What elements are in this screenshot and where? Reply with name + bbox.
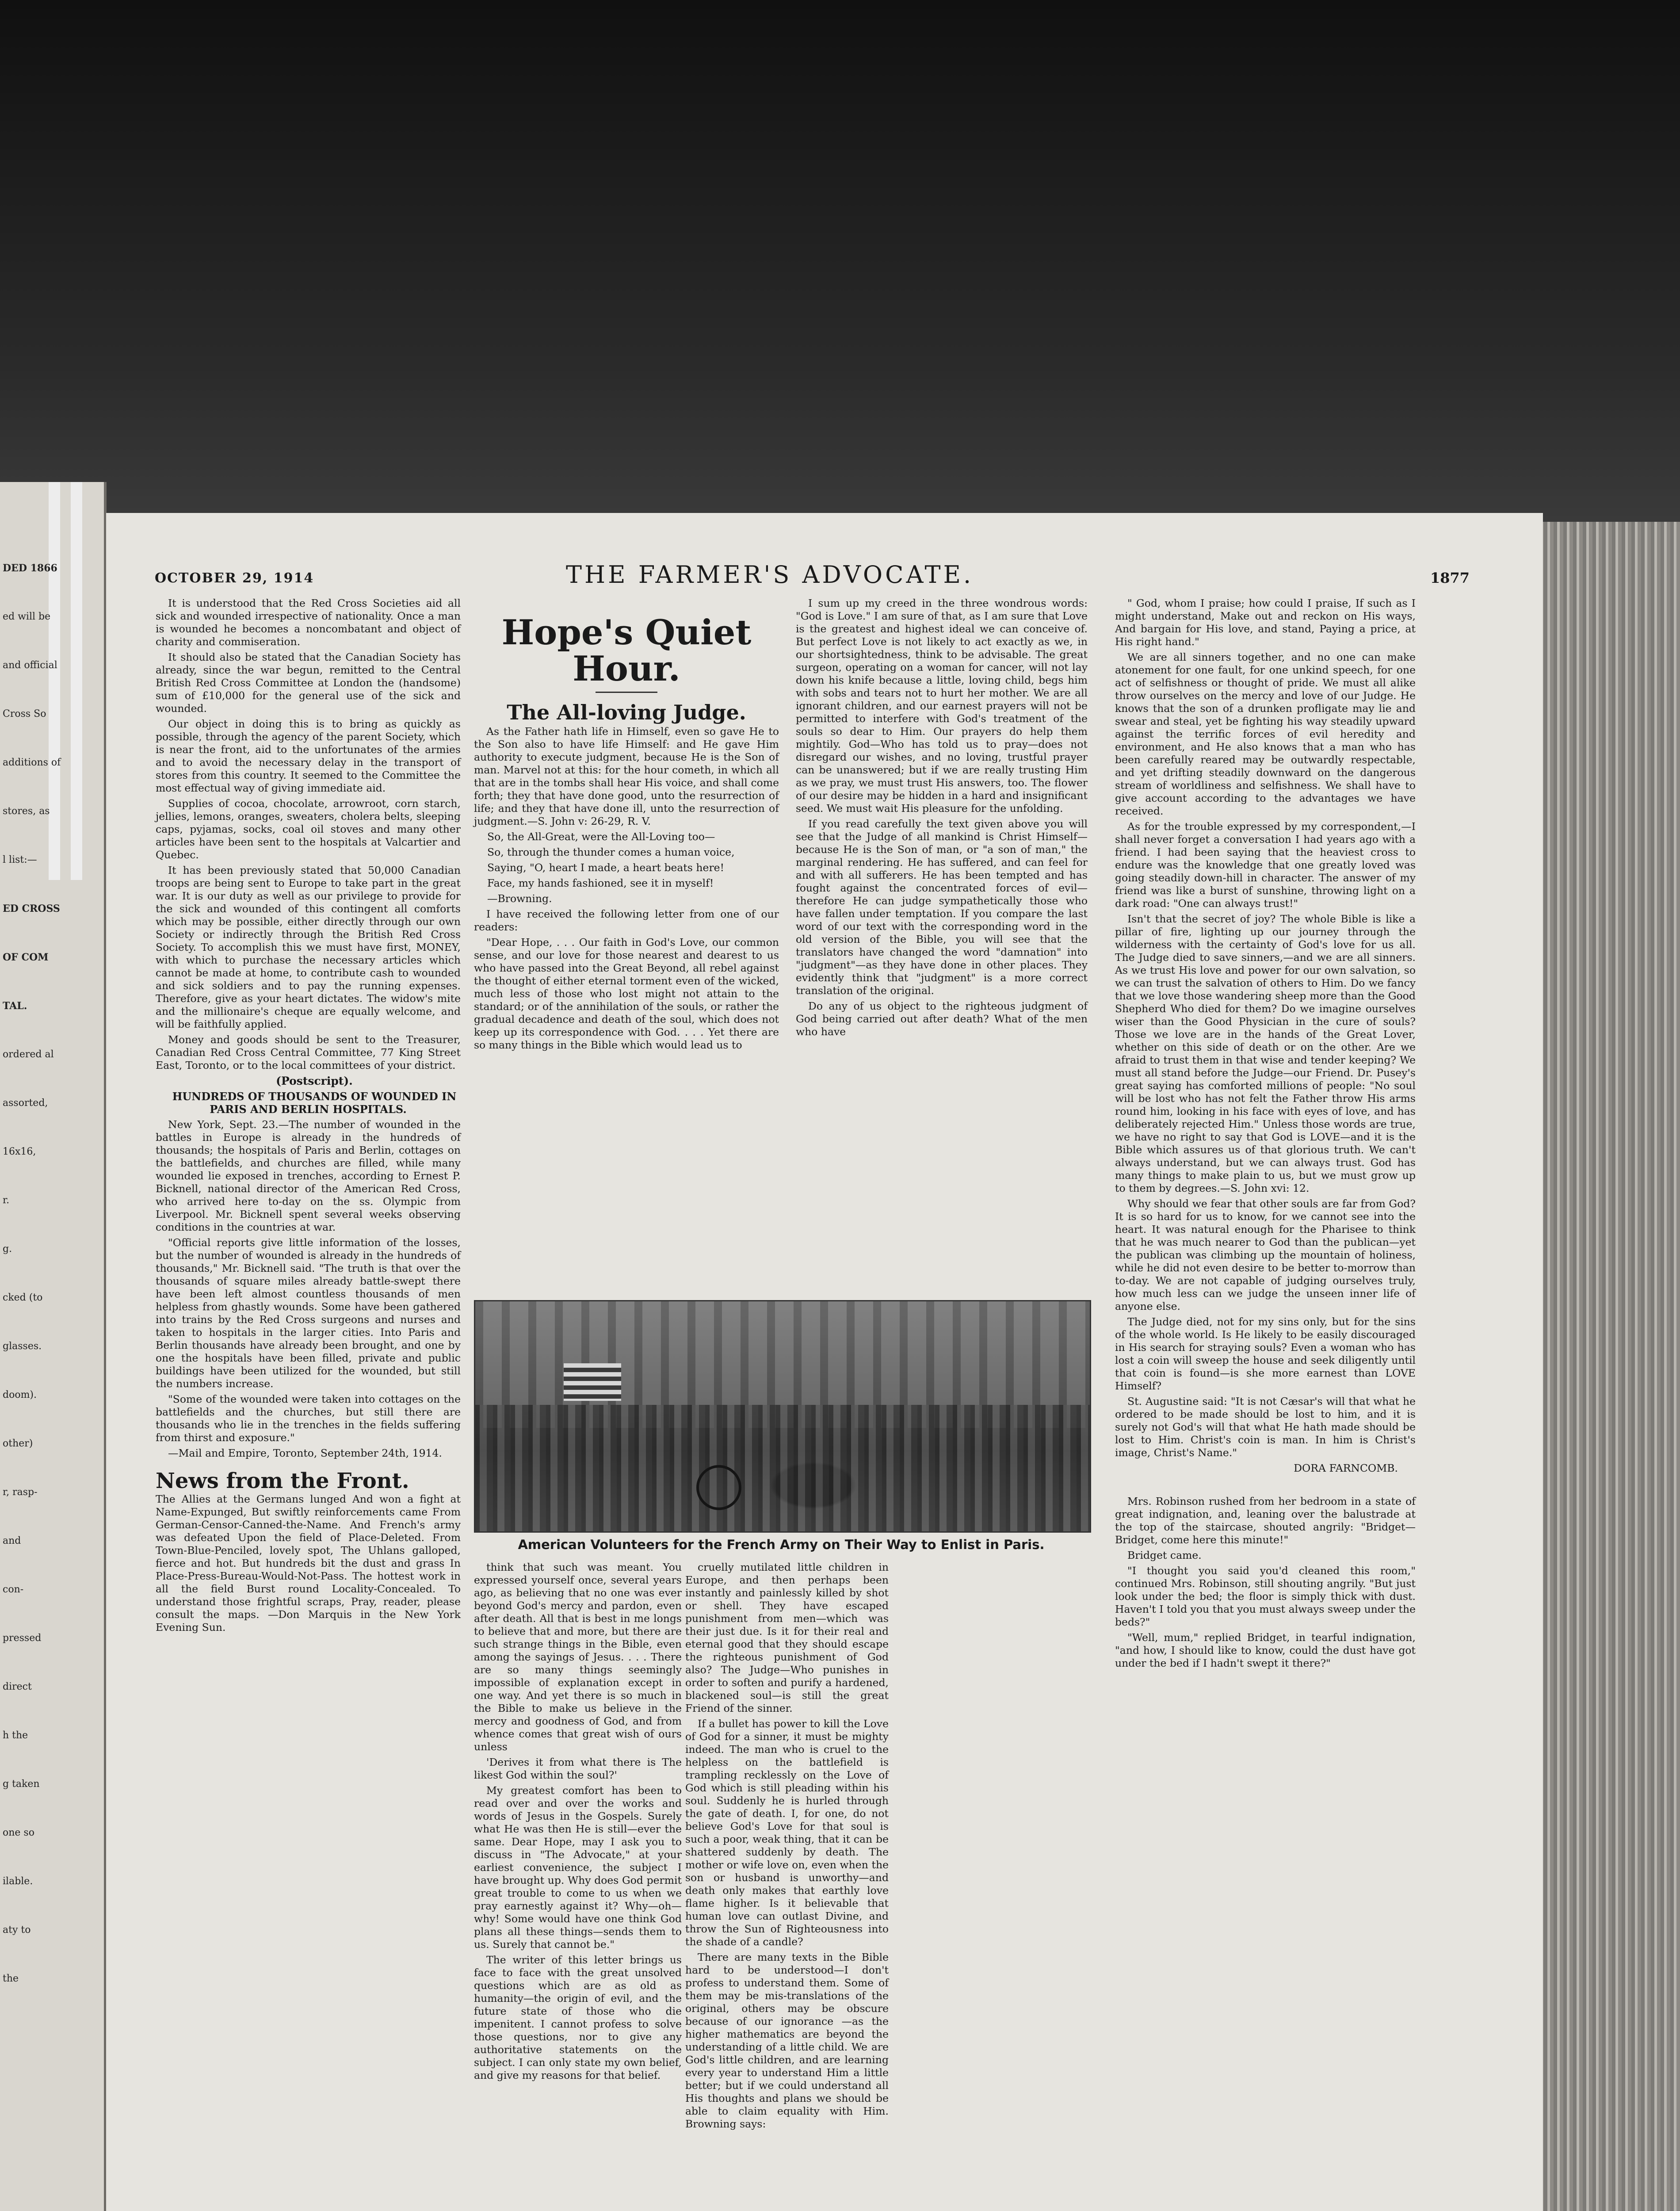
news-poem: The Allies at the Germans lunged And won a fight at Name-Expunged, But swiftly reinforcements came From German-Censor-Canned-the-Name. And French's army was defeated Upon the field of Place-Deleted. From Town-Blue-Penciled, lovely spot, The Uhlans galloped, fierce and hot. But hundreds bit the dust and grass In Place-Press-Bureau-Would-Not-Pass. The hottest work in all the field Burst round Locality-Concealed. To understand those frightful scraps, Pray, reader, please consult the maps. —Don Marquis in the New York Evening Sun.	[156, 1493, 461, 1633]
title-rule	[596, 692, 657, 693]
paragraph: "Some of the wounded were taken into cottages on the battlefields and the churches, but still there are thousands who lie in the trenches in the fields suffering from thirst and exposure."	[156, 1393, 461, 1444]
paragraph: —Mail and Empire, Toronto, September 24th, 1914.	[168, 1447, 442, 1459]
verse-line: Face, my hands fashioned, see it in myself!	[487, 877, 714, 889]
paragraph: It should also be stated that the Canadian Society has already, since the war begun, remitted to the Central British Red Cross Committee at London the (handsome) sum of £10,000 for the general use of the sick and wounded.	[156, 651, 461, 715]
paragraph: We are all sinners together, and no one can make atonement for one fault, for one unkind speech, for one act of selfishness or thought of pride. We must all alike throw ourselves on the mercy and love of our Judge. He knows that the son of a drunken profligate may lie and swear and steal, yet be fighting his way steadily upward against the terrific forces of evil heredity and environment, and He also knows that a man who has been carefully reared may be outwardly respectable, and yet drifting steadily downward on the dangerous stream of worldliness and selfishness. We shall have to give account according to the advantages we have received.	[1115, 651, 1416, 817]
paragraph: cruelly mutilated little children in Europe, and then perhaps been instantly and painlessly killed by shot or shell. They have escaped punishment from men—which was their just due. Is it for their real and eternal good that they should escape the righteous punishment of God also? The Judge—Who punishes in order to soften and purify a hardened, blackened soul—is still the great Friend of the sinner.	[685, 1561, 889, 1714]
left-page-fragment-text: one so	[3, 1827, 34, 1838]
left-page-fragment-text: Cross So	[3, 708, 46, 719]
paragraph: " God, whom I praise; how could I praise, If such as I might understand, Make out and reckon on His ways, And bargain for His love, and stand, Paying a price, at His right hand."	[1115, 597, 1416, 648]
paragraph: Why should we fear that other souls are far from God? It is so hard for us to know, for we cannot see into the heart. It was natural enough for the Pharisee to think that he was much nearer to God than the publican—yet the publican was climbing up the mountain of holiness, while he did not even desire to be better to-morrow than to-day. We are not capable of judging ourselves truly, how much less can we judge the unseen inner life of anyone else.	[1115, 1197, 1416, 1312]
left-page-fragment-text: and	[3, 1535, 21, 1546]
flag-icon	[564, 1363, 621, 1401]
paragraph: Money and goods should be sent to the Treasurer, Canadian Red Cross Central Committee, 77 King Street East, Toronto, or to the local committees of your district.	[156, 1033, 461, 1071]
scripture-intro: As the Father hath life in Himself, even so gave He to the Son also to have life Himself: and He gave Him authority to execute judgment, because He is the Son of man. Marvel not at this: for the hour cometh, in which all that are in the tombs shall hear His voice, and shall come forth; they that have done good, unto the resurrection of life; and they that have done ill, unto the resurrection of judgment.—S. John v: 26-29, R. V.	[474, 725, 779, 827]
left-page-fragment-text: pressed	[3, 1633, 42, 1644]
scan-background	[0, 0, 1680, 522]
judge-article-continued	[1115, 597, 1416, 1459]
left-page-fragment-text: aty to	[3, 1924, 31, 1936]
column-1	[156, 597, 461, 1637]
left-page-fragment-text: the	[3, 1973, 19, 1984]
bridget-story	[1115, 1495, 1416, 1670]
left-page-fragment-text: DED 1866	[3, 562, 57, 574]
verse-line: So, through the thunder comes a human voice,	[487, 846, 735, 858]
paragraph: Do any of us object to the righteous judgment of God being carried out after death? What of the men who have	[796, 1000, 1088, 1038]
paragraph: If a bullet has power to kill the Love of God for a sinner, it must be mighty indeed. The man who is cruel to the helpless on the battlefield is trampling recklessly on the Love of God which is still pleading within his soul. Suddenly he is hurled through the gate of death. I, for one, do not believe God's Love for that soul is such a poor, weak thing, that it can be shattered suddenly by death. The mother or wife love on, even when the son or husband is unworthy—and death only makes that earthly love flame higher. Is it believable that human love can outlast Divine, and throw the Sun of Righteousness into the shade of a candle?	[685, 1718, 889, 1948]
left-page-fragment	[0, 482, 107, 2211]
letter-intro: I have received the following letter from one of our readers:	[474, 908, 779, 933]
paragraph: It is understood that the Red Cross Societies aid all sick and wounded irrespective of nationality. Once a man is wounded he becomes a noncombatant and object of charity and commiseration.	[156, 597, 461, 648]
left-page-fragment-text: cked (to	[3, 1292, 43, 1303]
left-page-fragment-text: 16x16,	[3, 1146, 36, 1157]
left-page-fragment-text: r, rasp-	[3, 1487, 38, 1498]
paragraph: I sum up my creed in the three wondrous words: "God is Love." I am sure of that, as I am sure that Love is the greatest and highest ideal we can conceive of. But perfect Love is not likely to act exactly as we, in our shortsightedness, think to be advisable. The great surgeon, operating on a woman for cancer, will not lay down his knife because a little, loving child, begs him with sobs and tears not to hurt her mother. We are all ignorant children, and our earnest prayers will not be permitted to interfere with God's treatment of the souls so dear to Him. Our prayers do help them mightily. God—Who has told us to pray—does not disregard our wishes, and no loving, trustful prayer can be unanswered; but if we are really trusting Him as we pray, we must trust His answers, too. The flower of our desire may be hidden in a hard and insignificant seed. We must wait His pleasure for the unfolding.	[796, 597, 1088, 815]
left-page-fragment-text: other)	[3, 1438, 33, 1449]
section-title: Hope's Quiet Hour.	[501, 612, 752, 689]
paragraph: Supplies of cocoa, chocolate, arrowroot, corn starch, jellies, lemons, oranges, sweaters, cholera belts, sleeping caps, pyjamas, socks, coal oil stoves and many other articles have been sent to the hospitals at Valcartier and Quebec.	[156, 797, 461, 861]
verse-line: Saying, "O, heart I made, a heart beats here!	[487, 861, 725, 874]
left-page-fragment-text: r.	[3, 1195, 10, 1206]
left-page-fragment-text: g taken	[3, 1779, 40, 1790]
newspaper-page	[106, 513, 1543, 2211]
postscript-headline: HUNDREDS OF THOUSANDS OF WOUNDED IN PARIS AND BERLIN HOSPITALS.	[172, 1090, 457, 1116]
left-page-fragment-text: and official	[3, 660, 57, 671]
column-4	[1115, 597, 1416, 1672]
left-page-fragment-text: ordered al	[3, 1049, 54, 1060]
left-page-fragment-text: OF COM	[3, 952, 49, 963]
paragraph: St. Augustine said: "It is not Cæsar's will that what he ordered to be made should be lost to him, and it is surely not God's will that what He hath made should be lost to Him. Christ's coin is man. In him is Christ's image, Christ's Name."	[1115, 1395, 1416, 1459]
book-page-edges	[1534, 522, 1680, 2211]
binding-strip	[49, 482, 60, 880]
news-headline: News from the Front.	[156, 1469, 409, 1493]
creed-continued	[685, 1561, 889, 2131]
volunteers-photo	[474, 1300, 1091, 1533]
reader-letter: "Dear Hope, . . . Our faith in God's Love, our common sense, and our love for those nearest and dearest to us who have passed into the Great Beyond, all rebel against the thought of either eternal torment even of the wicked, much less of those who lost might not attain to the standard; or of the annihilation of the souls, or rather the gradual decadence and death of the soul, which does not keep up its correspondence with God. . . . Yet there are so many things in the Bible which would lead us to	[474, 936, 779, 1051]
paragraph: New York, Sept. 23.—The number of wounded in the battles in Europe is already in the hundreds of thousands; the hospitals of Paris and Berlin, cottages on the battlefields, and churches are filled, while many wounded lie exposed in trenches, according to Ernest P. Bicknell, national director of the American Red Cross, who arrived here to-day on the ss. Olympic from Liverpool. Mr. Bicknell spent several weeks observing conditions in the countries at war.	[156, 1118, 461, 1233]
paragraph: Mrs. Robinson rushed from her bedroom in a state of great indignation, and, leaning over the balustrade at the top of the staircase, shouted angrily: "Bridget—Bridget, come here this minute!"	[1115, 1495, 1416, 1546]
paragraph: "Official reports give little information of the losses, but the number of wounded is already in the hundreds of thousands," Mr. Bicknell said. "The truth is that over the thousands of square miles already battle-swept there have been left almost countless thousands of men helpless from ghastly wounds. Some have been gathered into trains by the Red Cross surgeons and nurses and taken to hospitals in the larger cities. Into Paris and Berlin thousands have already been brought, and one by one the hospitals have been filled, private and public buildings have been utilized for the wounded, but still the numbers increase.	[156, 1236, 461, 1390]
left-page-fragment-text: ed will be	[3, 611, 51, 622]
red-cross-article	[156, 597, 461, 1072]
paragraph: As for the trouble expressed by my correspondent,—I shall never forget a conversation I had years ago with a friend. I had been saying that the heaviest cross to endure was the knowledge that one greatly loved was going steadily down-hill in character. The answer of my friend was like a burst of sunshine, throwing light on a dark road: "One can always trust!"	[1115, 820, 1416, 910]
verse-line: So, the All-Great, were the All-Loving too—	[487, 830, 715, 843]
paragraph: Our object in doing this is to bring as quickly as possible, through the agency of the parent Society, which is near the front, aid to the unfortunates of the armies and to avoid the necessary delay in the transport of stores from this country. It seemed to the Committee the most effectual way of giving immediate aid.	[156, 718, 461, 794]
paragraph: Isn't that the secret of joy? The whole Bible is like a pillar of fire, lighting up our journey through the wilderness with the certainty of God's love for us all. The Judge died to save sinners,—and we are all sinners. As we trust His love and power for our own salvation, so we can trust the salvation of others to Him. Do we fancy that we love those wandering sheep more than the Good Shepherd Who died for them? Do we imagine ourselves wiser than the Good Physician in the cure of souls? Those we love are in the hands of the Great Lover, whether on this side of death or on the other. Are we afraid to trust them in that wise and tender keeping? We must all stand before the Judge—our Friend. Dr. Pusey's great saying has comforted millions of people: "No soul will be lost who has not felt the Father throw His arms round him, looking in his face with eyes of love, and has deliberately rejected Him." Unless those words are true, we have no right to say that God is LOVE—and it is the Bible which assures us of that glorious truth. We can't always understand, but we can always trust. God has many things to make plain to us, but we must grow up to them by degrees.—S. John xvi: 12.	[1115, 913, 1416, 1194]
creed-article	[796, 597, 1088, 1038]
left-page-fragment-text: stores, as	[3, 806, 50, 817]
left-page-fragment-text: ilable.	[3, 1876, 33, 1887]
column-2-continued	[474, 1561, 682, 2085]
page-number: 1877	[1430, 570, 1470, 586]
column-2	[474, 597, 779, 1054]
left-page-fragment-text: doom).	[3, 1389, 37, 1400]
paragraph: My greatest comfort has been to read over and over the works and words of Jesus in the Gospels. Surely what He was then He is still—ever the same. Dear Hope, may I ask you to discuss in "The Advocate," at your earliest convenience, the subject I have brought up. Why does God permit great trouble to come to us when we pray earnestly against it? Why—oh—why! Some would have one think God plans all these things—sends them to us. Surely that cannot be."	[474, 1784, 682, 1951]
postscript-article	[156, 1118, 461, 1460]
column-3	[796, 597, 1088, 1041]
left-page-fragment-text: ED CROSS	[3, 903, 60, 914]
paragraph: It has been previously stated that 50,000 Canadian troops are being sent to Europe to take part in the great war. It is our duty as well as our privilege to provide for the sick and wounded of this contingent all comforts which may be possible, either directly through our own Society or indirectly through the British Red Cross Society. To accomplish this we must have first, MONEY, with which to purchase the necessary articles which cannot be made at home, to contribute cash to wounded and sick soldiers and to pay the running expenses. Therefore, give as your heart dictates. The widow's mite and the millionaire's cheque are equally welcome, and will be faithfully applied.	[156, 864, 461, 1030]
binding-strip	[71, 482, 82, 880]
issue-date: OCTOBER 29, 1914	[155, 570, 314, 586]
paragraph: Bridget came.	[1127, 1549, 1202, 1561]
left-page-fragment-text: h the	[3, 1730, 28, 1741]
photo-marching-crowd	[475, 1405, 1090, 1531]
paragraph: think that such was meant. You expressed yourself once, several years ago, as believing that no one was ever beyond God's mercy and pardon, even after death. All that is best in me longs to believe that and more, but there are such strange things in the Bible, even among the sayings of Jesus. . . . There are so many things seemingly impossible of explanation except in one way. And yet there is so much in the Bible to make us believe in the mercy and goodness of God, and from whence comes that great wish of ours unless	[474, 1561, 682, 1753]
article-subtitle: The All-loving Judge.	[507, 700, 746, 724]
left-page-fragment-text: additions of	[3, 757, 61, 768]
left-page-fragment-text: glasses.	[3, 1341, 42, 1352]
author-signature: DORA FARNCOMB.	[1294, 1462, 1398, 1474]
left-page-fragment-text: assorted,	[3, 1098, 48, 1109]
paragraph: If you read carefully the text given above you will see that the Judge of all mankind is Christ Himself—because He is the Son of man, or "a son of man," the marginal rendering. He has suffered, and can feel for and with all sufferers. He has been tempted and has fought against the concentrated forces of evil—therefore He can judge sympathetically those who have fallen under temptation. If you compare the last word of our text with the corresponding word in the old version of the Bible, you will see that the translators have changed the word "damnation" into "judgment"—as they have done in other places. They evidently think that "judgment" is a more correct translation of the original.	[796, 818, 1088, 997]
left-page-fragment-text: con-	[3, 1584, 24, 1595]
paragraph: "I thought you said you'd cleaned this room," continued Mrs. Robinson, still shouting angrily. "But just look under the bed; the floor is simply thick with dust. Haven't I told you that you must always sweep under the beds?"	[1115, 1565, 1416, 1628]
column-3-continued	[685, 1561, 889, 2133]
bicycle-wheel-icon	[696, 1465, 741, 1510]
masthead-title: THE FARMER'S ADVOCATE.	[566, 561, 974, 589]
letter-continued	[474, 1561, 682, 2082]
photo-caption: American Volunteers for the French Army on Their Way to Enlist in Paris.	[518, 1537, 1045, 1552]
browning-verse	[474, 830, 779, 905]
paragraph: There are many texts in the Bible hard to be understood—I don't profess to understand them. Some of them may be mis-translations of the original, others may be obscure because of our ignorance —as the higher mathematics are beyond the understanding of a little child. We are God's little children, and are learning every year to understand Him a little better; but if we could understand all His thoughts and plans we should be able to claim equality with Him. Browning says:	[685, 1951, 889, 2130]
left-page-fragment-text: TAL.	[3, 1000, 27, 1012]
paragraph: The writer of this letter brings us face to face with the great unsolved questions which are as old as humanity—the origin of evil, and the future state of those who die impenitent. I cannot profess to solve those questions, nor to give any authoritative statements on the subject. I can only state my own belief, and give my reasons for that belief.	[474, 1954, 682, 2081]
left-page-fragment-text: l list:—	[3, 854, 37, 865]
left-page-fragment-text: direct	[3, 1681, 32, 1692]
paragraph: The Judge died, not for my sins only, but for the sins of the whole world. Is He likely to be easily discouraged in His search for straying souls? Even a woman who has lost a coin will sweep the house and seek diligently until that coin is found—is she more earnest than LOVE Himself?	[1115, 1316, 1416, 1392]
paragraph: 'Derives it from what there is The likest God within the soul?'	[474, 1756, 682, 1781]
paragraph: "Well, mum," replied Bridget, in tearful indignation, "and how, I should like to know, could the dust have got under the bed if I hadn't swept it there?"	[1115, 1631, 1416, 1669]
verse-line: —Browning.	[487, 892, 552, 905]
postscript-label: (Postscript).	[276, 1075, 353, 1087]
left-page-fragment-text: g.	[3, 1243, 12, 1255]
